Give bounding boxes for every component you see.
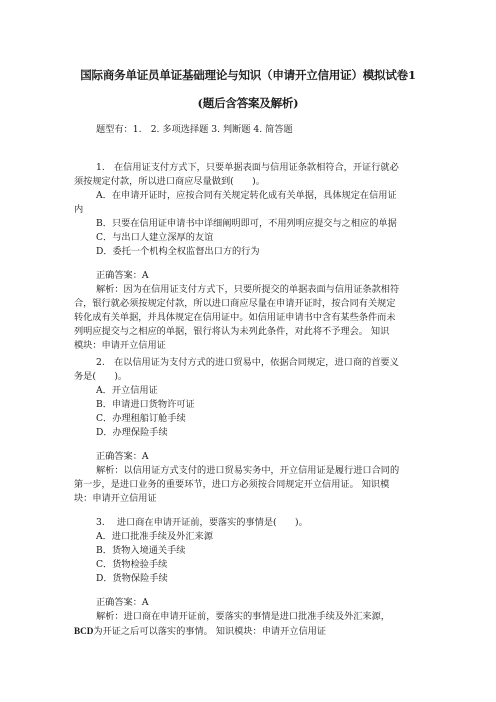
q1-explanation-line1: 解析：因为在信用证支付方式下，只要所提交的单据表面与信用证条款相符 — [96, 284, 400, 295]
q3-option-b: B．货物入境通关手续 — [96, 545, 186, 556]
q3-explanation-line2 — [74, 625, 326, 638]
q1-option-c: C．与出口人建立深厚的友谊 — [96, 232, 214, 243]
q1-explanation-line2: 合，银行就必须按规定付款，所以进口商应尽量在申请开证时，按合同有关规定 — [74, 298, 396, 309]
q2-explanation-line2: 第一步，是进口业务的重要环节，进口方必须按合同规定开立信用证。 知识模 — [74, 479, 390, 490]
q2-stem-line1: 2. 在以信用证为支付方式的进口贸易中，依据合同规定，进口商的首要义 — [96, 357, 399, 368]
question-types: 题型有：1. 2. 多项选择题 3. 判断题 4. 简答题 — [96, 124, 293, 135]
q1-explanation-line5: 模块：申请开立信用证 — [74, 340, 166, 351]
q2-option-a: A．开立信用证 — [96, 385, 158, 396]
q2-explanation-line1: 解析：以信用证方式支付的进口贸易实务中，开立信用证是履行进口合同的 — [96, 465, 400, 476]
document-title: 国际商务单证员单证基础理论与知识（申请开立信用证）模拟试卷1 — [80, 68, 416, 82]
document-subtitle: (题后含答案及解析) — [197, 96, 299, 110]
q3-explanation-options-ref: BCD — [74, 626, 94, 636]
q2-answer: 正确答案：A — [96, 451, 149, 462]
q2-option-c: C．办理租船订舱手续 — [96, 413, 186, 424]
q1-stem-line1: 1. 在信用证支付方式下，只要单据表面与信用证条款相符合，开证行就必 — [96, 162, 399, 173]
q2-explanation-line3: 块：申请开立信用证 — [74, 493, 157, 504]
q2-option-b: B．申请进口货物许可证 — [96, 399, 195, 410]
q2-stem-line2: 务是( )。 — [74, 371, 128, 382]
q3-option-c: C．货物检验手续 — [96, 559, 168, 570]
q1-explanation-line3: 转化成有关单据，并具体规定在信用证中。如信用证申请书中含有某些条件而未 — [74, 312, 396, 323]
q1-option-b: B．只要在信用证申请书中详细阐明即可，不用列明应提交与之相应的单据 — [96, 218, 397, 229]
q3-stem: 3. 进口商在申请开证前，要落实的事情是( )。 — [96, 517, 308, 528]
q3-explanation-line2-text: 为开证之后可以落实的事情。 知识模块：申请开立信用证 — [93, 626, 327, 637]
q1-option-d: D．委托一个机构全权监督出口方的行为 — [96, 246, 260, 257]
q1-answer: 正确答案：A — [96, 270, 149, 281]
q3-explanation-line1: 解析：进口商在申请开证前，要落实的事情是进口批准手续及外汇来源， — [96, 611, 390, 622]
q1-stem-line2: 须按规定付款，所以进口商应尽量做到( )。 — [74, 176, 265, 187]
q1-explanation-line4: 列明应提交与之相应的单据，银行将认为未列此条件，对此将不予理会。 知识 — [74, 326, 390, 337]
q3-option-a: A．进口批准手续及外汇来源 — [96, 531, 213, 542]
q3-answer: 正确答案：A — [96, 597, 149, 608]
q1-option-a-line1: A．在申请开证时，应按合同有关规定转化成有关单据，具体规定在信用证 — [96, 190, 397, 201]
q2-option-d: D．办理保险手续 — [96, 427, 168, 438]
q3-option-d: D．货物保险手续 — [96, 573, 168, 584]
q1-option-a-line2: 内 — [74, 204, 84, 215]
